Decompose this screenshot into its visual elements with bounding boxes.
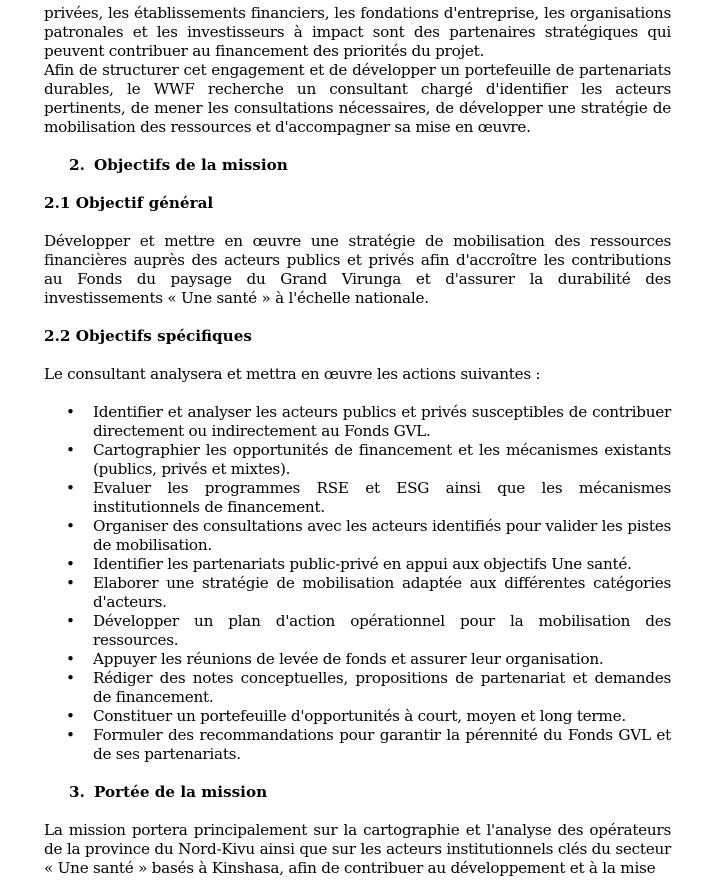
subsection-2-1-number: 2.1 [44, 194, 71, 212]
bullet-icon: • [66, 574, 75, 592]
bullet-icon: • [66, 612, 75, 630]
list-item [44, 403, 671, 441]
list-item [44, 669, 671, 707]
bullet-icon: • [66, 517, 75, 535]
intro-paragraph-2: Afin de structurer cet engagement et de développer un portefeuille de partenariats durables, le WWF recherche un consultant chargé d'identifier les acteurs pertinents, de mener les consultations nécessaires, de développer une stratégie de mobilisation des ressources et d'accompagner sa mise en œuvre. [44, 61, 671, 136]
list-item [44, 479, 671, 517]
list-item-text: Appuyer les réunions de levée de fonds et assurer leur organisation. [93, 650, 604, 668]
document-page [44, 0, 671, 878]
subsection-2-2-number: 2.2 [44, 327, 71, 345]
list-item-text: Identifier et analyser les acteurs publics et privés susceptibles de contribuer directement ou indirectement au Fonds GVL. [93, 403, 671, 440]
specific-objectives-intro: Le consultant analysera et mettra en œuvre les actions suivantes : [44, 365, 541, 383]
list-item [44, 441, 671, 479]
intro-paragraph-1: privées, les établissements financiers, les fondations d'entreprise, les organisations patronales et les investisseurs à impact sont des partenaires stratégiques qui peuvent contribuer au financement des priorités du projet. [44, 4, 671, 60]
subsection-2-2-title: Objectifs spécifiques [75, 327, 252, 345]
list-item [44, 612, 671, 650]
bullet-icon: • [66, 726, 75, 744]
list-item-text: Elaborer une stratégie de mobilisation adaptée aux différentes catégories d'acteurs. [93, 574, 671, 611]
subsection-2-2-heading [44, 327, 671, 346]
general-objective-text: Développer et mettre en œuvre une stratégie de mobilisation des ressources financières auprès des acteurs publics et privés afin d'accroître les contributions au Fonds du paysage du Grand Virunga et d'assurer la durabilité des investissements « Une santé » à l'échelle nationale. [44, 232, 671, 307]
section-3-title: Portée de la mission [94, 783, 268, 801]
subsection-2-1-title: Objectif général [75, 194, 214, 212]
list-item [44, 650, 671, 669]
section-2-number: 2. [69, 156, 85, 174]
list-item [44, 517, 671, 555]
section-3-number: 3. [69, 783, 85, 801]
specific-objectives-list [44, 403, 671, 764]
list-item [44, 707, 671, 726]
bullet-icon: • [66, 707, 75, 725]
list-item-text: Evaluer les programmes RSE et ESG ainsi que les mécanismes institutionnels de financement. [93, 479, 671, 516]
section-2-title: Objectifs de la mission [94, 156, 288, 174]
list-item-text: Formuler des recommandations pour garantir la pérennité du Fonds GVL et de ses partenariats. [93, 726, 671, 763]
bullet-icon: • [66, 555, 75, 573]
list-item-text: Constituer un portefeuille d'opportunités à court, moyen et long terme. [93, 707, 626, 725]
bullet-icon: • [66, 403, 75, 421]
bullet-icon: • [66, 650, 75, 668]
list-item-text: Cartographier les opportunités de financement et les mécanismes existants (publics, privés et mixtes). [93, 441, 671, 478]
bullet-icon: • [66, 669, 75, 687]
list-item-text: Identifier les partenariats public-privé en appui aux objectifs Une santé. [93, 555, 632, 573]
section-2-heading [44, 156, 671, 175]
section-3-heading [44, 783, 671, 802]
list-item [44, 555, 671, 574]
scope-paragraph: La mission portera principalement sur la cartographie et l'analyse des opérateurs de la province du Nord-Kivu ainsi que sur les acteurs institutionnels clés du secteur « Une santé » basés à Kinshasa, afin de contribuer au développement et à la mise [44, 821, 671, 877]
list-item-text: Organiser des consultations avec les acteurs identifiés pour valider les pistes de mobilisation. [93, 517, 671, 554]
bullet-icon: • [66, 441, 75, 459]
list-item [44, 574, 671, 612]
list-item-text: Rédiger des notes conceptuelles, propositions de partenariat et demandes de financement. [93, 669, 671, 706]
bullet-icon: • [66, 479, 75, 497]
list-item-text: Développer un plan d'action opérationnel pour la mobilisation des ressources. [93, 612, 671, 649]
subsection-2-1-heading [44, 194, 671, 213]
list-item [44, 726, 671, 764]
